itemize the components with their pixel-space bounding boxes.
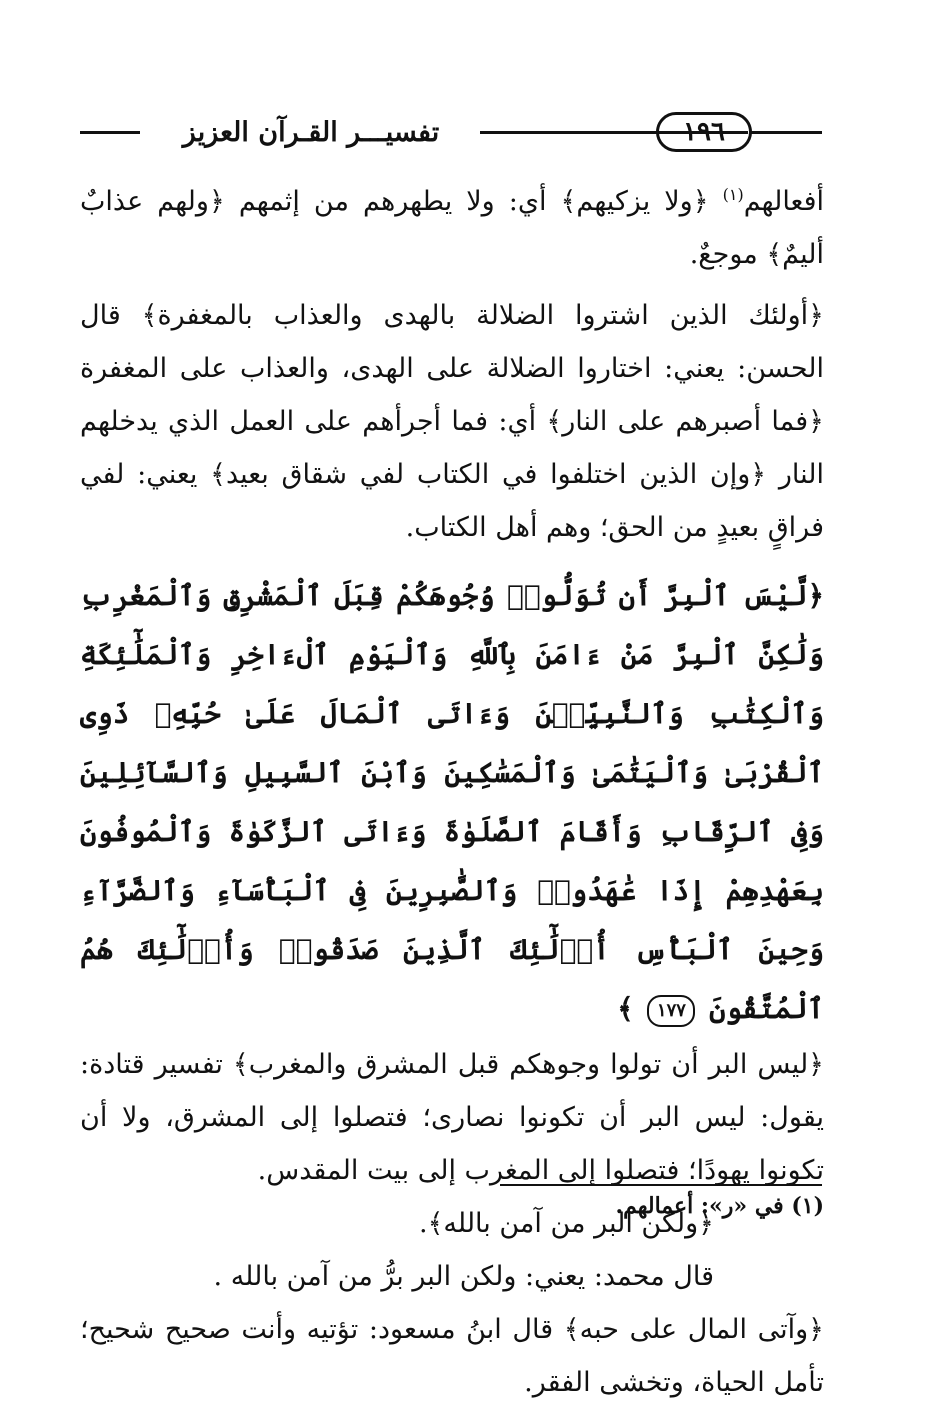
verse-close-bracket: ﴾: [617, 992, 634, 1025]
footnote: (١) في «ر»: أعمالهم.: [615, 1193, 824, 1219]
paragraph-1: [80, 168, 824, 281]
footnote-marker: (١): [722, 185, 744, 204]
main-text: [80, 168, 824, 1409]
verse-number-badge: ١٧٧: [647, 995, 695, 1027]
header-rule-left: [80, 131, 140, 134]
footnote-separator: [500, 1184, 822, 1186]
paragraph-3: ﴿ليس البر أن تولوا وجوهكم قبل المشرق والمغرب﴾ تفسير قتادة: يقول: ليس البر أن تكونوا نصارى؛ فتصلوا إلى المشرق، ولا أن تكونوا يهودًا؛ فتصلوا إلى المغرب إلى بيت المقدس.: [80, 1049, 824, 1186]
page-number: ١٩٦: [656, 112, 752, 152]
page-header: [80, 110, 822, 154]
paragraph-1-start: أفعالهم: [743, 186, 824, 217]
running-title: تفسيـــر القـرآن العزيز: [182, 116, 440, 148]
paragraph-5: قال محمد: يعني: ولكن البر برُّ من آمن بالله .: [213, 1261, 714, 1292]
paragraph-1-rest: ﴿ولا يزكيهم﴾ أي: ولا يطهرهم من إثمهم ﴿ولهم عذابٌ أليمٌ﴾ موجعٌ.: [80, 186, 824, 270]
verse-text: ﴿لَّيْسَ ٱلْبِرَّ أَن تُوَلُّوا۟ وُجُوهَكُمْ قِبَلَ ٱلْمَشْرِقِ وَٱلْمَغْرِبِ وَلَٰكِنَّ ٱلْبِرَّ مَنْ ءَامَنَ بِٱللَّهِ وَٱلْيَوْمِ ٱلْءَاخِرِ وَٱلْمَلَٰٓئِكَةِ وَٱلْكِتَٰبِ وَٱلنَّبِيِّـۧنَ وَءَاتَى ٱلْمَالَ عَلَىٰ حُبِّهِۦ ذَوِى ٱلْقُرْبَىٰ وَٱلْيَتَٰمَىٰ وَٱلْمَسَٰكِينَ وَٱبْنَ ٱلسَّبِيلِ وَٱلسَّآئِلِينَ وَفِى ٱلرِّقَابِ وَأَقَامَ ٱلصَّلَوٰةَ وَءَاتَى ٱلزَّكَوٰةَ وَٱلْمُوفُونَ بِعَهْدِهِمْ إِذَا عَٰهَدُوا۟ وَٱلصَّٰبِرِينَ فِى ٱلْبَأْسَآءِ وَٱلضَّرَّآءِ وَحِينَ ٱلْبَأْسِ أُو۟لَٰٓئِكَ ٱلَّذِينَ صَدَقُوا۟ وَأُو۟لَٰٓئِكَ هُمُ ٱلْمُتَّقُونَ: [80, 579, 824, 1025]
header-rule-middle: [480, 131, 748, 134]
quran-verse: [80, 566, 824, 1038]
paragraph-4: ﴿ولكن البر من آمن بالله﴾.: [419, 1208, 714, 1239]
header-rule-right: [748, 131, 822, 134]
paragraph-2: ﴿أولئك الذين اشتروا الضلالة بالهدى والعذاب بالمغفرة﴾ قال الحسن: يعني: اختاروا الضلالة على الهدى، والعذاب على المغفرة ﴿فما أصبرهم على النار﴾ أي: فما أجرأهم على العمل الذي يدخلهم النار ﴿وإن الذين اختلفوا في الكتاب لفي شقاق بعيد﴾ يعني: لفي فراقٍ بعيدٍ من الحق؛ وهم أهل الكتاب.: [80, 300, 824, 543]
paragraph-6: ﴿وآتى المال على حبه﴾ قال ابنُ مسعود: تؤتيه وأنت صحيح شحيح؛ تأمل الحياة، وتخشى الفقر.: [80, 1314, 824, 1398]
